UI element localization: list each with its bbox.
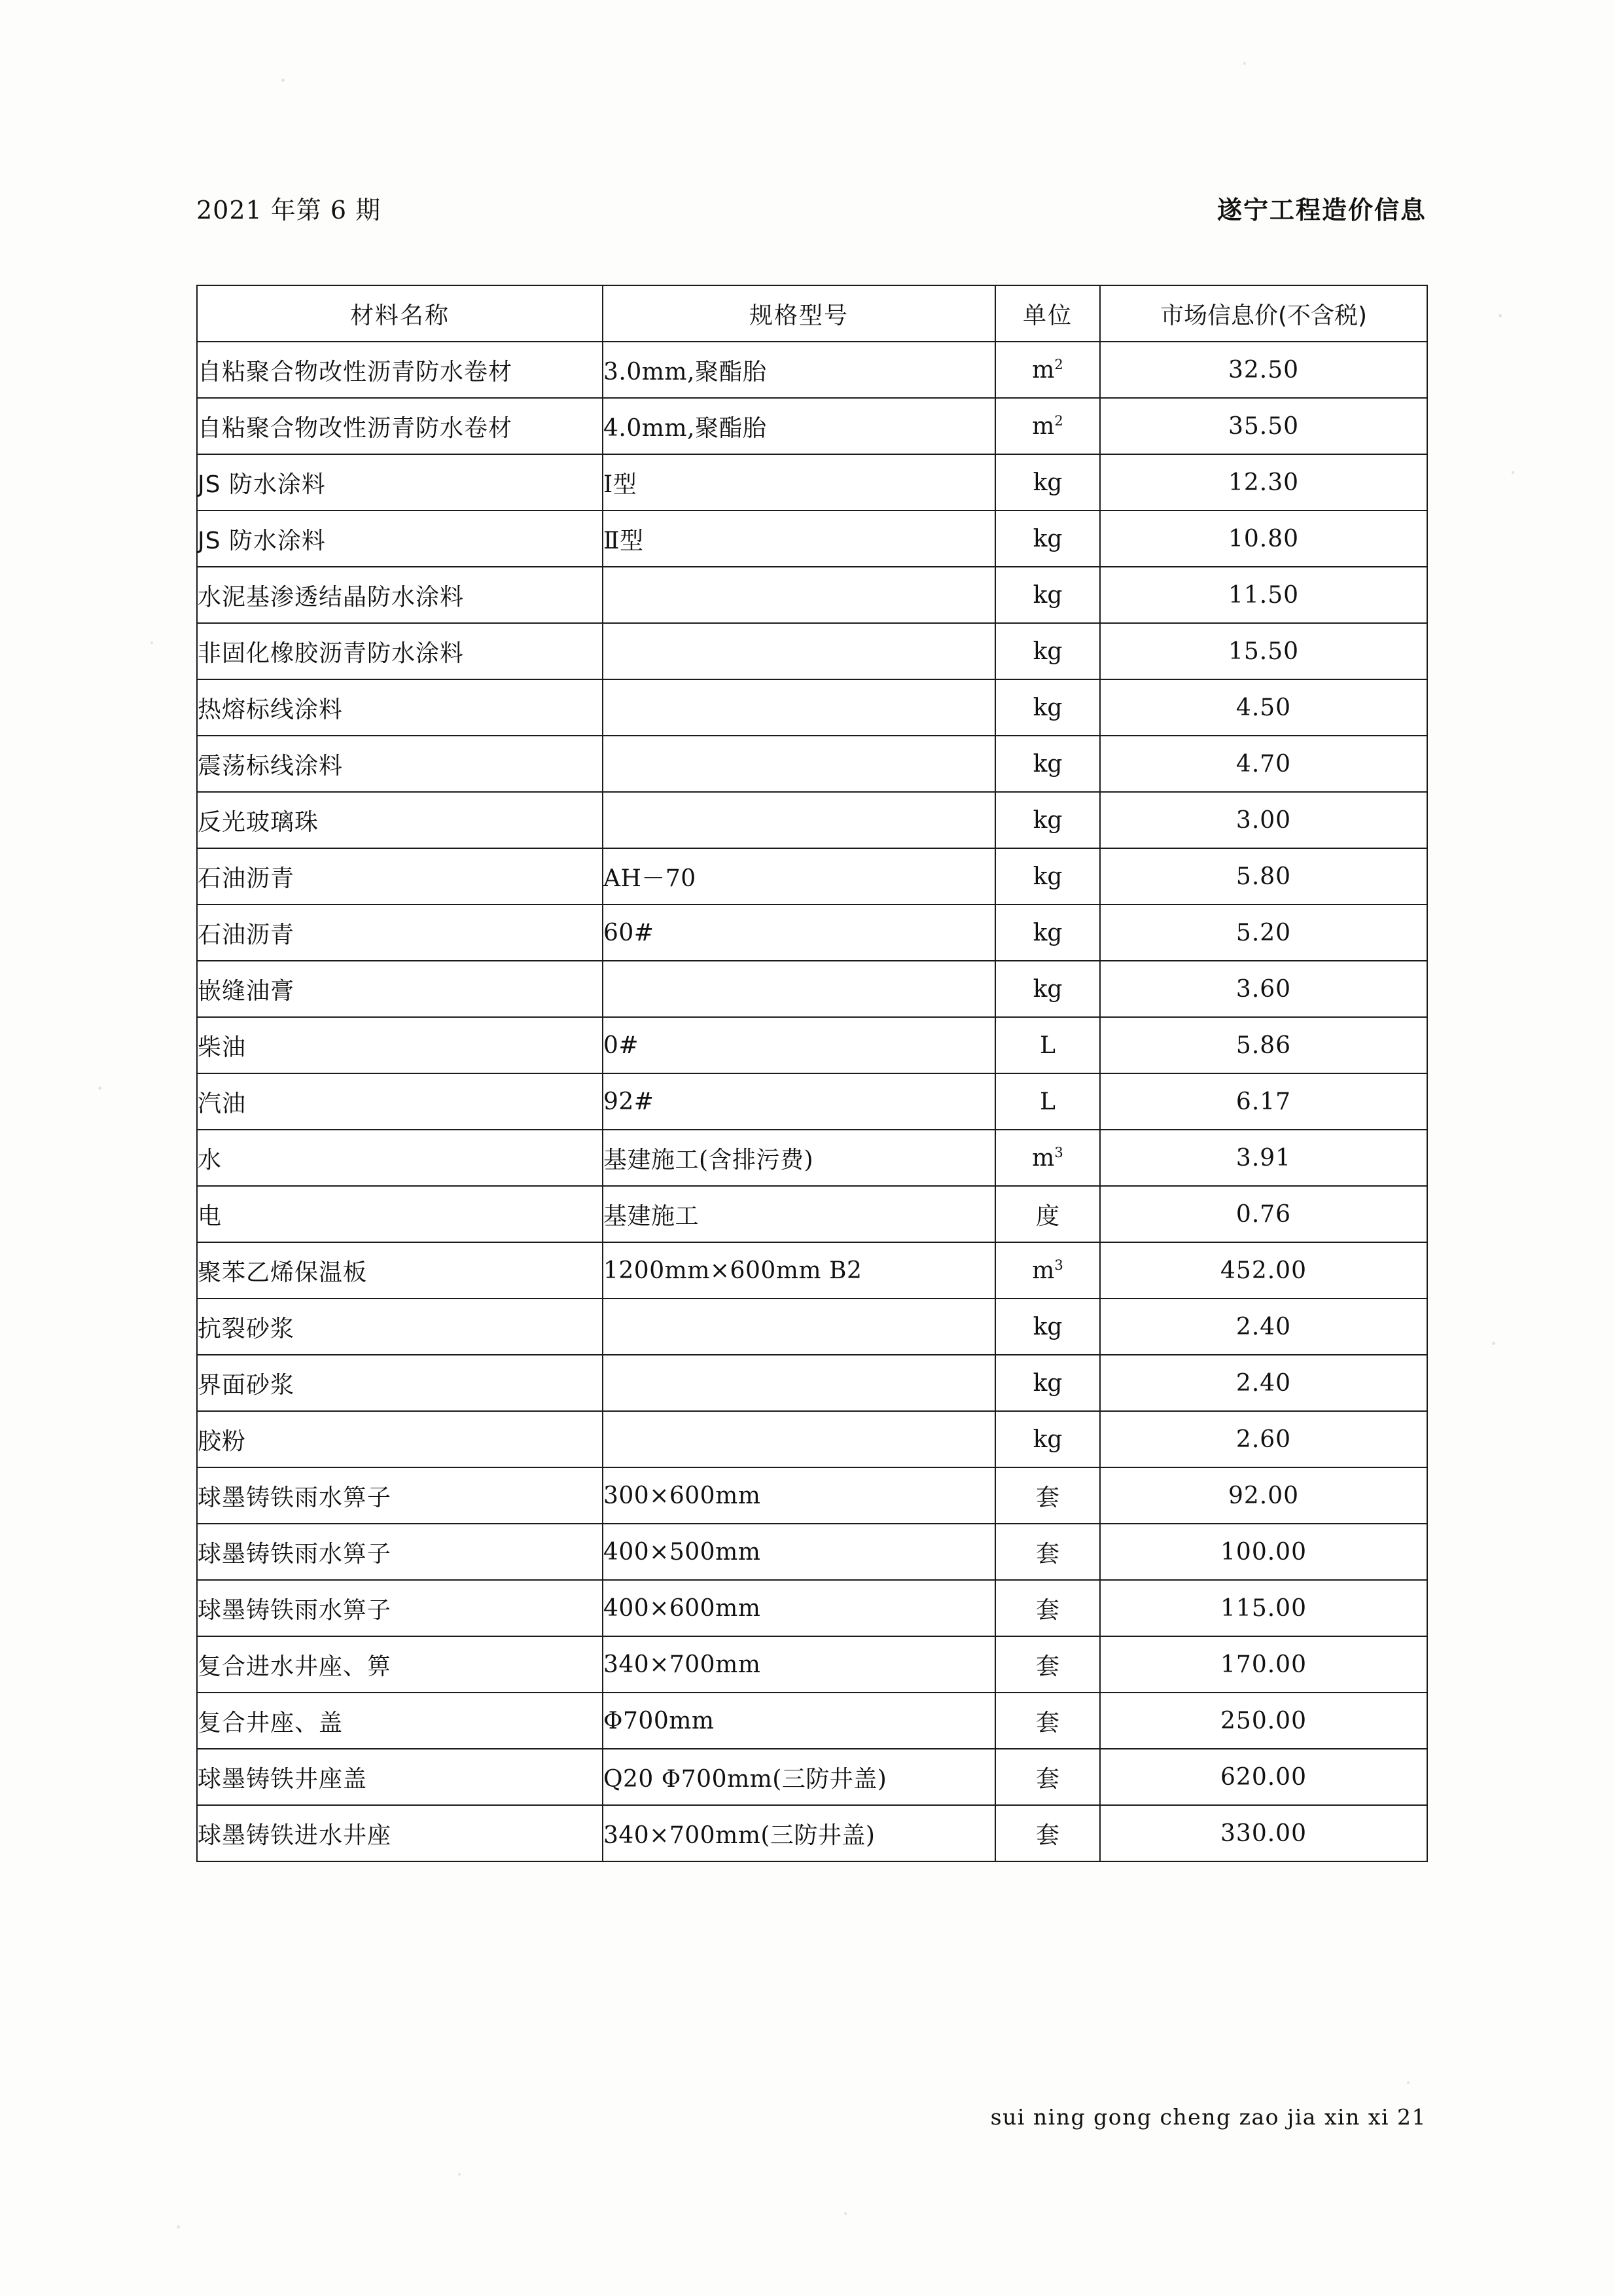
- cell-specification: [603, 736, 995, 792]
- cell-material-name: 电: [197, 1186, 603, 1242]
- cell-unit: [995, 511, 1100, 567]
- cell-material-name: 复合进水井座、箅: [197, 1636, 603, 1693]
- column-header-market-price: 市场信息价(不含税): [1100, 285, 1427, 342]
- table-row: [197, 961, 1427, 1017]
- cell-material-name: 自粘聚合物改性沥青防水卷材: [197, 398, 603, 454]
- unit-text: m: [1032, 412, 1055, 440]
- cell-specification: Ⅰ型: [603, 454, 995, 511]
- cell-unit: [995, 1073, 1100, 1130]
- cell-material-name: 抗裂砂浆: [197, 1299, 603, 1355]
- cell-specification: Φ700mm: [603, 1693, 995, 1749]
- table-row: [197, 1017, 1427, 1073]
- unit-text: kg: [1033, 975, 1063, 1003]
- issue-label: 2021 年第 6 期: [196, 196, 382, 224]
- cell-material-name: 水泥基渗透结晶防水涂料: [197, 567, 603, 623]
- cell-material-name: 球墨铸铁进水井座: [197, 1805, 603, 1861]
- table-row: [197, 1693, 1427, 1749]
- table-row: [197, 1580, 1427, 1636]
- cell-market-price: 4.50: [1100, 679, 1427, 736]
- cell-specification: [603, 567, 995, 623]
- cell-specification: [603, 792, 995, 848]
- unit-text: kg: [1033, 581, 1063, 609]
- cell-unit: [995, 1580, 1100, 1636]
- cell-specification: 400×500mm: [603, 1524, 995, 1580]
- cell-specification: [603, 679, 995, 736]
- cell-market-price: 330.00: [1100, 1805, 1427, 1861]
- unit-text: kg: [1033, 750, 1063, 778]
- table-row: [197, 1411, 1427, 1467]
- cell-unit: [995, 679, 1100, 736]
- table-row: [197, 1636, 1427, 1693]
- cell-unit: [995, 1299, 1100, 1355]
- table-row: [197, 1805, 1427, 1861]
- cell-market-price: 15.50: [1100, 623, 1427, 679]
- unit-text: 套: [1035, 1821, 1059, 1849]
- unit-exponent: 2: [1054, 356, 1063, 372]
- cell-unit: [995, 1636, 1100, 1693]
- cell-material-name: 复合井座、盖: [197, 1693, 603, 1749]
- column-header-specification: 规格型号: [603, 285, 995, 342]
- cell-material-name: 界面砂浆: [197, 1355, 603, 1411]
- cell-unit: [995, 1017, 1100, 1073]
- cell-material-name: 胶粉: [197, 1411, 603, 1467]
- unit-text: m: [1032, 1257, 1055, 1284]
- cell-specification: [603, 1355, 995, 1411]
- unit-text: kg: [1033, 525, 1063, 552]
- table-row: [197, 454, 1427, 511]
- cell-unit: [995, 1130, 1100, 1186]
- unit-text: L: [1040, 1088, 1056, 1115]
- cell-material-name: 汽油: [197, 1073, 603, 1130]
- cell-unit: [995, 567, 1100, 623]
- cell-material-name: 球墨铸铁井座盖: [197, 1749, 603, 1805]
- unit-exponent: 3: [1054, 1257, 1063, 1273]
- unit-text: kg: [1033, 694, 1063, 721]
- table-row: [197, 1749, 1427, 1805]
- cell-unit: [995, 961, 1100, 1017]
- cell-specification: Ⅱ型: [603, 511, 995, 567]
- cell-unit: [995, 398, 1100, 454]
- page-header: [196, 190, 1427, 226]
- unit-text: 套: [1035, 1484, 1059, 1511]
- cell-unit: [995, 1186, 1100, 1242]
- table-row: [197, 623, 1427, 679]
- unit-exponent: 3: [1054, 1144, 1063, 1160]
- unit-text: 度: [1035, 1202, 1059, 1230]
- cell-market-price: 452.00: [1100, 1242, 1427, 1299]
- cell-material-name: 自粘聚合物改性沥青防水卷材: [197, 342, 603, 398]
- cell-material-name: 石油沥青: [197, 848, 603, 905]
- cell-market-price: 12.30: [1100, 454, 1427, 511]
- cell-unit: [995, 342, 1100, 398]
- cell-market-price: 4.70: [1100, 736, 1427, 792]
- cell-unit: [995, 623, 1100, 679]
- cell-specification: 300×600mm: [603, 1467, 995, 1524]
- cell-material-name: 非固化橡胶沥青防水涂料: [197, 623, 603, 679]
- table-row: [197, 1186, 1427, 1242]
- cell-specification: 340×700mm: [603, 1636, 995, 1693]
- unit-text: m: [1032, 1144, 1055, 1172]
- cell-market-price: 5.20: [1100, 905, 1427, 961]
- unit-text: 套: [1035, 1540, 1059, 1568]
- table-row: [197, 792, 1427, 848]
- cell-specification: [603, 961, 995, 1017]
- cell-market-price: 35.50: [1100, 398, 1427, 454]
- cell-market-price: 620.00: [1100, 1749, 1427, 1805]
- table-row: [197, 905, 1427, 961]
- table-header: [197, 285, 1427, 342]
- cell-material-name: 嵌缝油膏: [197, 961, 603, 1017]
- cell-material-name: 球墨铸铁雨水箅子: [197, 1580, 603, 1636]
- cell-specification: 4.0mm,聚酯胎: [603, 398, 995, 454]
- unit-text: kg: [1033, 919, 1063, 946]
- cell-specification: AH－70: [603, 848, 995, 905]
- cell-market-price: 3.00: [1100, 792, 1427, 848]
- cell-market-price: 2.40: [1100, 1355, 1427, 1411]
- unit-text: 套: [1035, 1765, 1059, 1793]
- cell-market-price: 5.80: [1100, 848, 1427, 905]
- cell-market-price: 250.00: [1100, 1693, 1427, 1749]
- cell-unit: [995, 1355, 1100, 1411]
- cell-material-name: 球墨铸铁雨水箅子: [197, 1524, 603, 1580]
- cell-material-name: JS 防水涂料: [197, 511, 603, 567]
- table-row: [197, 1355, 1427, 1411]
- table-row: [197, 567, 1427, 623]
- cell-unit: [995, 905, 1100, 961]
- cell-market-price: 100.00: [1100, 1524, 1427, 1580]
- table-row: [197, 1524, 1427, 1580]
- cell-unit: [995, 792, 1100, 848]
- cell-market-price: 10.80: [1100, 511, 1427, 567]
- cell-unit: [995, 454, 1100, 511]
- cell-specification: [603, 1411, 995, 1467]
- table-row: [197, 398, 1427, 454]
- cell-material-name: 震荡标线涂料: [197, 736, 603, 792]
- cell-market-price: 170.00: [1100, 1636, 1427, 1693]
- cell-market-price: 2.40: [1100, 1299, 1427, 1355]
- cell-market-price: 115.00: [1100, 1580, 1427, 1636]
- cell-specification: Q20 Φ700mm(三防井盖): [603, 1749, 995, 1805]
- unit-exponent: 2: [1054, 412, 1063, 429]
- material-price-table: [196, 285, 1428, 1862]
- cell-market-price: 6.17: [1100, 1073, 1427, 1130]
- table-row: [197, 1467, 1427, 1524]
- table-row: [197, 1130, 1427, 1186]
- cell-market-price: 3.60: [1100, 961, 1427, 1017]
- cell-market-price: 3.91: [1100, 1130, 1427, 1186]
- table-body: [197, 342, 1427, 1861]
- cell-unit: [995, 1467, 1100, 1524]
- cell-specification: 基建施工: [603, 1186, 995, 1242]
- cell-material-name: JS 防水涂料: [197, 454, 603, 511]
- table-row: [197, 1299, 1427, 1355]
- cell-unit: [995, 1805, 1100, 1861]
- table-row: [197, 679, 1427, 736]
- cell-specification: 1200mm×600mm B2: [603, 1242, 995, 1299]
- table-row: [197, 511, 1427, 567]
- cell-unit: [995, 1242, 1100, 1299]
- cell-material-name: 石油沥青: [197, 905, 603, 961]
- unit-text: 套: [1035, 1709, 1059, 1736]
- cell-market-price: 92.00: [1100, 1467, 1427, 1524]
- unit-text: kg: [1033, 1313, 1063, 1340]
- cell-material-name: 柴油: [197, 1017, 603, 1073]
- table-row: [197, 736, 1427, 792]
- table-header-row: [197, 285, 1427, 342]
- cell-specification: 3.0mm,聚酯胎: [603, 342, 995, 398]
- unit-text: kg: [1033, 806, 1063, 834]
- unit-text: kg: [1033, 637, 1063, 665]
- cell-material-name: 聚苯乙烯保温板: [197, 1242, 603, 1299]
- column-header-material-name: 材料名称: [197, 285, 603, 342]
- unit-text: kg: [1033, 1426, 1063, 1453]
- cell-specification: 400×600mm: [603, 1580, 995, 1636]
- unit-text: kg: [1033, 1369, 1063, 1397]
- cell-market-price: 11.50: [1100, 567, 1427, 623]
- cell-market-price: 5.86: [1100, 1017, 1427, 1073]
- cell-unit: [995, 736, 1100, 792]
- cell-unit: [995, 1411, 1100, 1467]
- unit-text: 套: [1035, 1596, 1059, 1624]
- cell-specification: 基建施工(含排污费): [603, 1130, 995, 1186]
- cell-specification: [603, 623, 995, 679]
- table-row: [197, 1073, 1427, 1130]
- cell-specification: 340×700mm(三防井盖): [603, 1805, 995, 1861]
- unit-text: 套: [1035, 1653, 1059, 1680]
- cell-specification: 92#: [603, 1073, 995, 1130]
- cell-unit: [995, 1693, 1100, 1749]
- unit-text: kg: [1033, 863, 1063, 890]
- cell-market-price: 2.60: [1100, 1411, 1427, 1467]
- cell-unit: [995, 848, 1100, 905]
- unit-text: kg: [1033, 469, 1063, 496]
- cell-specification: 60#: [603, 905, 995, 961]
- table-row: [197, 342, 1427, 398]
- cell-specification: 0#: [603, 1017, 995, 1073]
- cell-material-name: 水: [197, 1130, 603, 1186]
- cell-market-price: 32.50: [1100, 342, 1427, 398]
- cell-material-name: 反光玻璃珠: [197, 792, 603, 848]
- unit-text: m: [1032, 356, 1055, 384]
- cell-specification: [603, 1299, 995, 1355]
- cell-material-name: 球墨铸铁雨水箅子: [197, 1467, 603, 1524]
- table-row: [197, 848, 1427, 905]
- cell-market-price: 0.76: [1100, 1186, 1427, 1242]
- column-header-unit: 单位: [995, 285, 1100, 342]
- cell-unit: [995, 1524, 1100, 1580]
- table-row: [197, 1242, 1427, 1299]
- cell-unit: [995, 1749, 1100, 1805]
- publication-title: 遂宁工程造价信息: [1216, 196, 1427, 224]
- page-footer: sui ning gong cheng zao jia xin xi 21: [990, 2104, 1427, 2130]
- cell-material-name: 热熔标线涂料: [197, 679, 603, 736]
- unit-text: L: [1040, 1031, 1056, 1059]
